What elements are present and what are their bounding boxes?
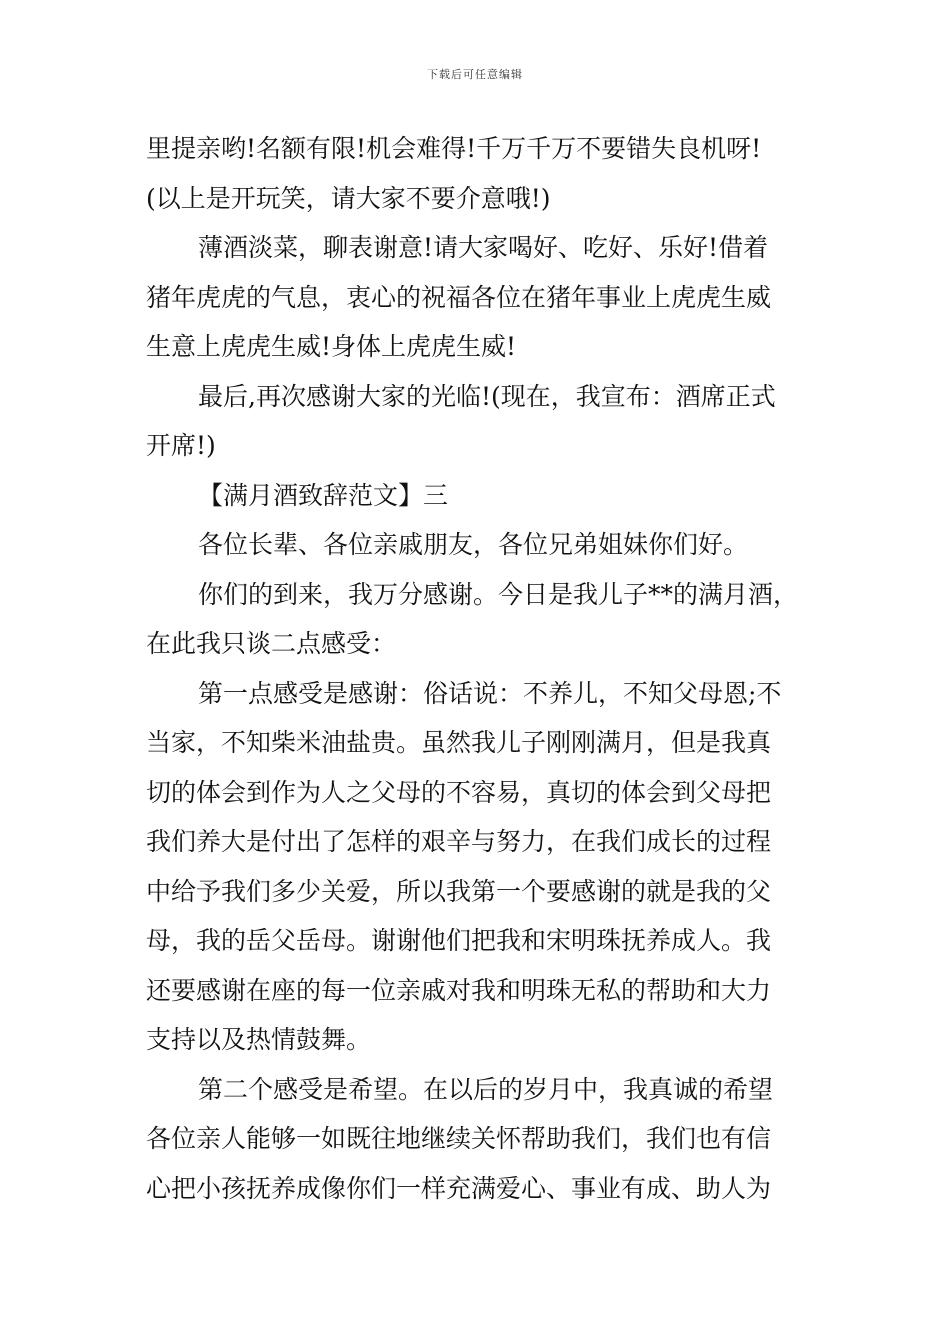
- text-line: 支持以及热情鼓舞。: [146, 1025, 372, 1054]
- text-line: 生意上虎虎生威!身体上虎虎生威!: [146, 332, 517, 361]
- text-line: 薄酒淡菜，聊表谢意!请大家喝好、吃好、乐好!借着: [198, 233, 769, 262]
- text-line: 猪年虎虎的气息，衷心的祝福各位在猪年事业上虎虎生威: [146, 282, 772, 312]
- text-line: 第一点感受是感谢：俗话说：不养儿，不知父母恩;不: [198, 678, 782, 708]
- text-line: 中给予我们多少关爱，所以我第一个要感谢的就是我的父: [146, 876, 772, 906]
- section-heading: 【满月酒致辞范文】三: [198, 480, 449, 510]
- text-line: 开席!): [146, 431, 216, 460]
- page-header: 下载后可任意编辑: [427, 68, 523, 81]
- text-line: 各位长辈、各位亲戚朋友，各位兄弟姐妹你们好。: [198, 530, 749, 559]
- text-line: 你们的到来，我万分感谢。今日是我儿子**的满月酒，: [198, 579, 799, 609]
- text-line: (以上是开玩笑，请大家不要介意哦!): [146, 183, 551, 213]
- text-line: 心把小孩抚养成像你们一样充满爱心、事业有成、助人为: [146, 1173, 772, 1203]
- text-line: 我们养大是付出了怎样的艰辛与努力，在我们成长的过程: [146, 827, 772, 856]
- text-line: 母，我的岳父岳母。谢谢他们把我和宋明珠抚养成人。我: [146, 926, 772, 955]
- text-line: 当家，不知柴米油盐贵。虽然我儿子刚刚满月，但是我真: [146, 728, 772, 757]
- text-line: 最后,再次感谢大家的光临!(现在，我宣布：酒席正式: [198, 381, 776, 411]
- text-line: 各位亲人能够一如既往地继续关怀帮助我们，我们也有信: [146, 1124, 772, 1153]
- text-line: 里提亲哟!名额有限!机会难得!千万千万不要错失良机呀!: [146, 134, 762, 163]
- text-line: 切的体会到作为人之父母的不容易，真切的体会到父母把: [146, 777, 772, 807]
- text-line: 第二个感受是希望。在以后的岁月中，我真诚的希望: [198, 1074, 774, 1104]
- document-body: [146, 124, 811, 1213]
- text-line: 还要感谢在座的每一位亲戚对我和明珠无私的帮助和大力: [146, 975, 772, 1005]
- text-line: 在此我只谈二点感受：: [146, 629, 397, 658]
